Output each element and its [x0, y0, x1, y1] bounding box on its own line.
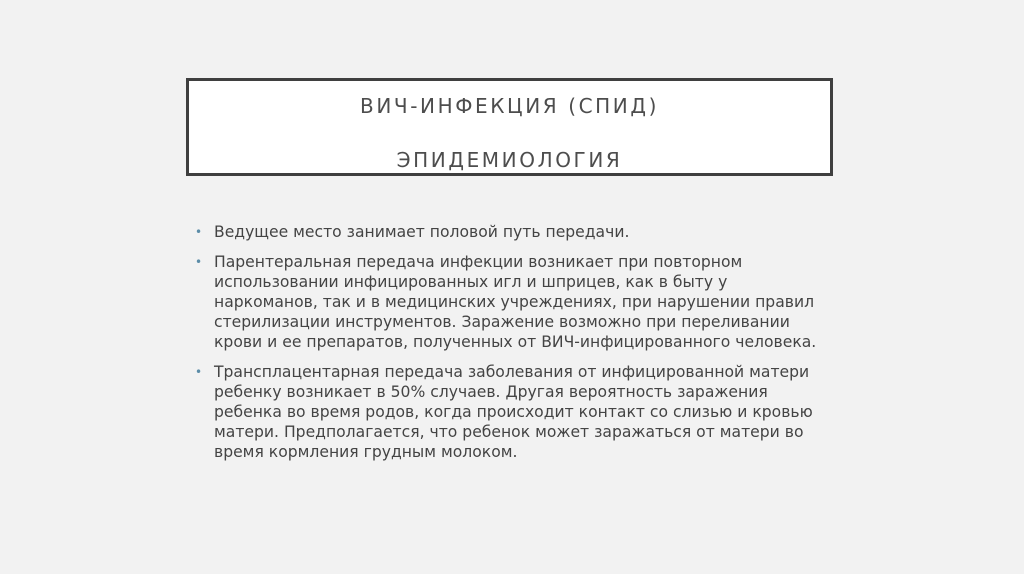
bullet-item — [194, 252, 834, 352]
bullet-icon: • — [195, 255, 203, 269]
bullet-list — [194, 222, 834, 472]
bullet-text: Трансплацентарная передача заболевания от инфицированной матери ребенку возникает в 50% случаев. Другая вероятность заражения ребенка во время родов, когда происходит контакт со слизью и кровью матери. Предполагается, что ребенок может заражаться от матери во время кормления грудным молоком. — [214, 363, 813, 461]
bullet-icon: • — [195, 225, 203, 239]
bullet-item — [194, 362, 834, 462]
slide-title: ВИЧ-ИНФЕКЦИЯ (СПИД) — [360, 94, 659, 118]
slide-subtitle: ЭПИДЕМИОЛОГИЯ — [396, 148, 623, 172]
title-box — [186, 78, 833, 176]
bullet-text: Ведущее место занимает половой путь передачи. — [214, 223, 630, 241]
bullet-text: Парентеральная передача инфекции возникает при повторном использовании инфицированных игл и шприцев, как в быту у наркоманов, так и в медицинских учреждениях, при нарушении правил стерилизации инструментов. Заражение возможно при переливании крови и ее препаратов, полученных от ВИЧ-инфицированного человека. — [214, 253, 817, 351]
bullet-icon: • — [195, 365, 203, 379]
bullet-item — [194, 222, 834, 242]
